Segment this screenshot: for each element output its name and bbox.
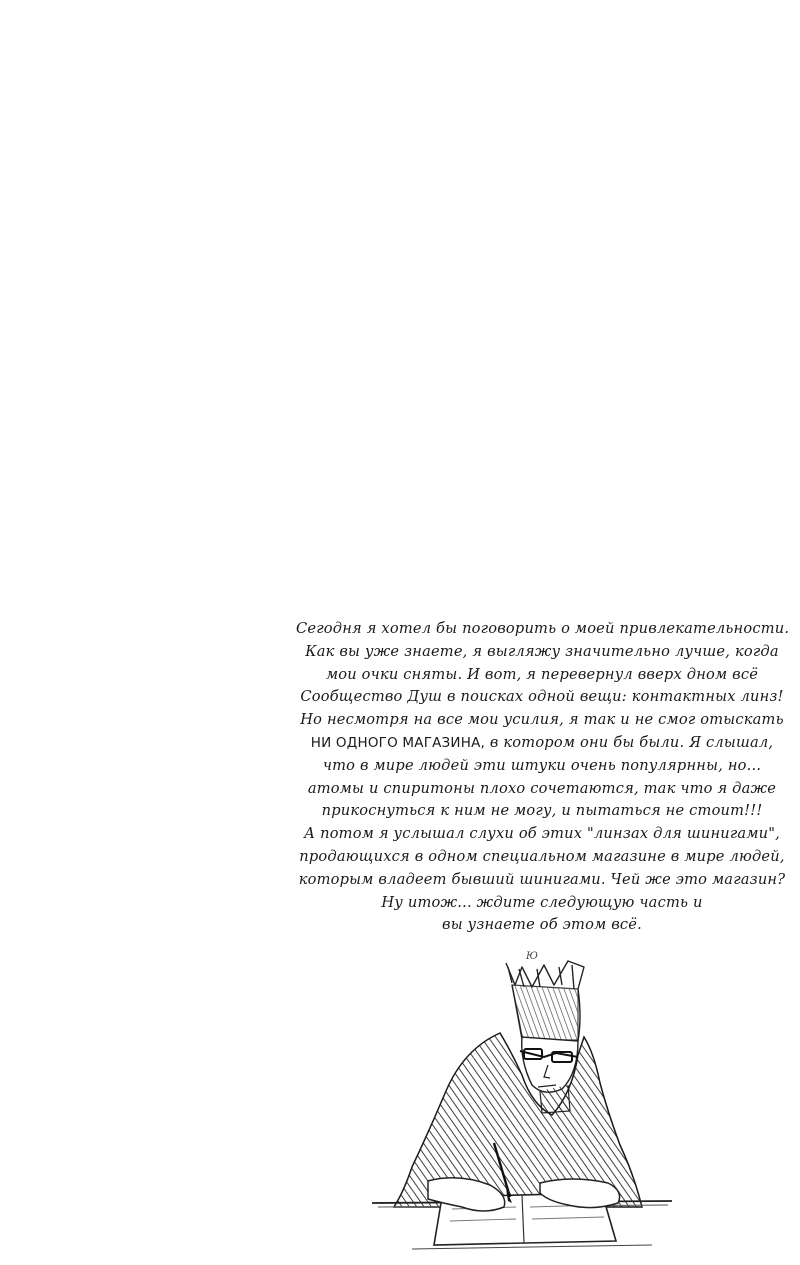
note-line-14: вы узнаете об этом всё.	[442, 916, 642, 934]
note-line-8: атомы и спиритоны плохо сочетаются, так что я даже	[307, 779, 777, 797]
sketch-signature: Ю	[526, 951, 538, 962]
note-line-2: Как вы уже знаете, я выгляжу значительно лучше, когда	[305, 642, 779, 660]
note-line-4: Сообщество Душ в поисках одной вещи: контактных линз!	[300, 688, 784, 706]
note-line-11: продающихся в одном специальном магазине в мире людей,	[299, 847, 785, 865]
note-line-10: А потом я услышал слухи об этих "линзах для шинигами",	[304, 825, 780, 843]
note-line-13: Ну итож... ждите следующую часть и	[381, 893, 703, 911]
note-line-6-rest: в котором они бы были. Я слышал,	[489, 733, 774, 751]
note-line-12: которым владеет бывший шинигами. Чей же это магазин?	[298, 870, 786, 888]
author-note	[296, 618, 788, 937]
note-line-9: прикоснуться к ним не могу, и пытаться не стоит!!!	[321, 802, 763, 820]
note-line-1: Сегодня я хотел бы поговорить о моей привлекательности.	[296, 620, 790, 637]
note-line-3: мои очки сняты. И вот, я перевернул вверх дном всё	[325, 665, 759, 683]
note-caps-phrase: НИ ОДНОГО МАГАЗИНА,	[310, 734, 485, 751]
note-line-5: Но несмотря на все мои усилия, я так и не смог отыскать	[300, 711, 784, 729]
note-line-6	[296, 732, 788, 755]
author-self-portrait-sketch-icon	[372, 945, 672, 1257]
note-line-7: что в мире людей эти штуки очень популярнны, но...	[322, 756, 762, 774]
